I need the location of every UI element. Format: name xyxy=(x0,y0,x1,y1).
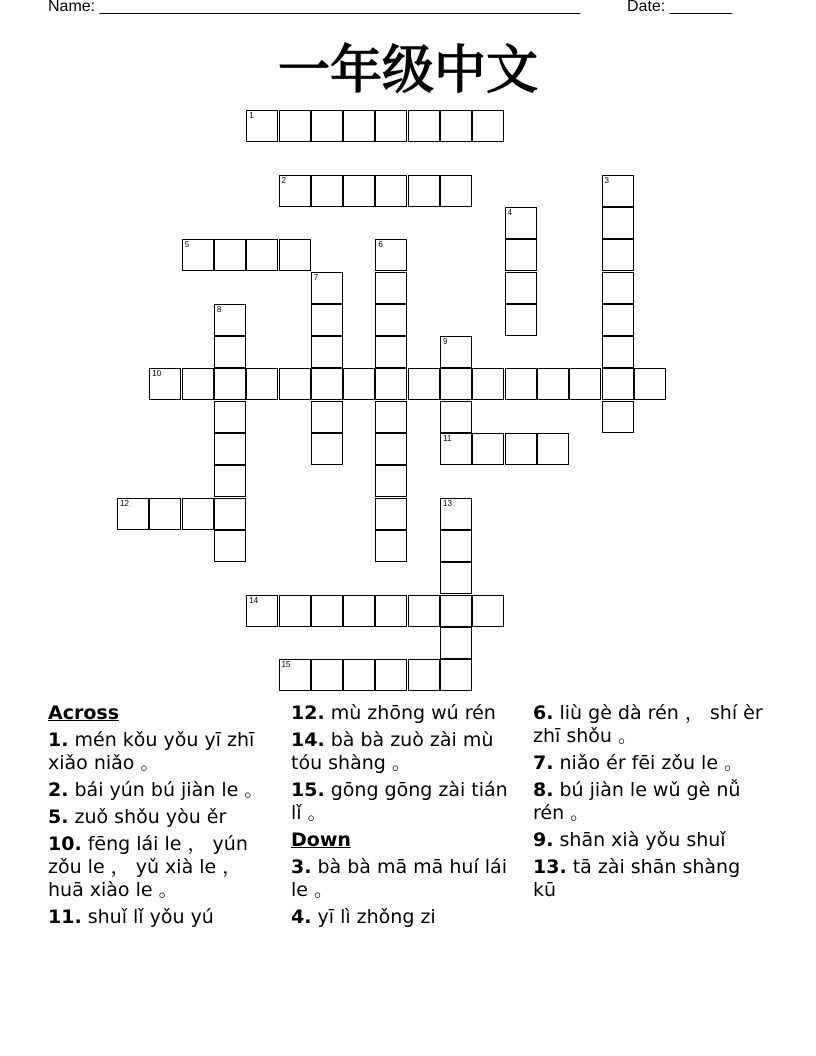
grid-cell[interactable] xyxy=(505,207,537,239)
clue-number: 10 xyxy=(152,369,162,379)
grid-cell[interactable] xyxy=(408,368,440,400)
grid-cell[interactable] xyxy=(246,595,278,627)
clue-number: 4 xyxy=(507,207,513,217)
grid-cell[interactable] xyxy=(343,659,375,691)
grid-cell[interactable] xyxy=(246,110,278,142)
clue-number-label: 8. xyxy=(533,779,554,801)
clue-text: mù zhōng wú rén xyxy=(330,702,496,724)
grid-cell[interactable] xyxy=(311,433,343,465)
clue-number-label: 12. xyxy=(291,702,325,724)
grid-cell[interactable] xyxy=(279,239,311,271)
grid-cell[interactable] xyxy=(279,659,311,691)
grid-cell[interactable] xyxy=(440,627,472,659)
date-line: Date: _______ xyxy=(627,0,732,15)
name-line: Name: ______________________________________________________ xyxy=(48,0,581,15)
grid-cell[interactable] xyxy=(279,175,311,207)
clue-number: 3 xyxy=(604,175,609,185)
grid-cell[interactable] xyxy=(472,595,504,627)
grid-cell[interactable] xyxy=(279,595,311,627)
clue-item xyxy=(533,779,765,825)
clue-item xyxy=(291,856,523,902)
clue-number-label: 15. xyxy=(291,779,325,801)
grid-cell[interactable] xyxy=(440,595,472,627)
grid-cell[interactable] xyxy=(182,239,214,271)
grid-cell[interactable] xyxy=(149,498,181,530)
clue-number-label: 10. xyxy=(48,833,82,855)
grid-cell[interactable] xyxy=(472,368,504,400)
clue-number-label: 4. xyxy=(291,906,312,928)
clue-number: 9 xyxy=(443,337,448,347)
grid-cell[interactable] xyxy=(214,304,246,336)
grid-cell[interactable] xyxy=(375,659,407,691)
clue-column-1 xyxy=(48,702,280,933)
grid-cell[interactable] xyxy=(537,368,569,400)
clue-text: bú jiàn le wǔ gè nǚ rén 。 xyxy=(533,779,741,824)
clue-number-label: 6. xyxy=(533,702,554,724)
clue-text: zuǒ shǒu yòu ěr xyxy=(74,806,227,828)
grid-cell[interactable] xyxy=(375,239,407,271)
grid-cell[interactable] xyxy=(375,368,407,400)
grid-cell[interactable] xyxy=(440,530,472,562)
clue-number: 2 xyxy=(281,175,286,185)
clue-item xyxy=(291,779,523,825)
grid-cell[interactable] xyxy=(505,304,537,336)
grid-cell[interactable] xyxy=(214,433,246,465)
clue-item xyxy=(48,833,280,902)
grid-cell[interactable] xyxy=(505,433,537,465)
clue-item xyxy=(533,856,765,902)
clue-column-2 xyxy=(291,702,523,933)
grid-cell[interactable] xyxy=(505,239,537,271)
clue-number-label: 11. xyxy=(48,906,82,928)
clue-number-label: 5. xyxy=(48,806,69,828)
section-heading: Across xyxy=(48,702,120,724)
grid-cell[interactable] xyxy=(602,175,634,207)
grid-cell[interactable] xyxy=(472,433,504,465)
clue-item xyxy=(291,702,523,725)
clue-text: bà bà mā mā huí lái le 。 xyxy=(291,856,507,901)
clue-item xyxy=(291,906,523,929)
clue-number: 5 xyxy=(184,240,190,250)
grid-cell[interactable] xyxy=(311,304,343,336)
clue-item xyxy=(48,779,280,802)
grid-cell[interactable] xyxy=(440,175,472,207)
grid-cell[interactable] xyxy=(408,659,440,691)
clue-item xyxy=(48,806,280,829)
grid-cell[interactable] xyxy=(214,465,246,497)
clue-number-label: 9. xyxy=(533,829,554,851)
grid-cell[interactable] xyxy=(246,368,278,400)
grid-cell[interactable] xyxy=(602,272,634,304)
clue-number-label: 3. xyxy=(291,856,312,878)
grid-cell[interactable] xyxy=(246,239,278,271)
grid-cell[interactable] xyxy=(311,175,343,207)
grid-cell[interactable] xyxy=(472,110,504,142)
grid-cell[interactable] xyxy=(537,433,569,465)
clue-item xyxy=(533,752,765,775)
clue-number: 15 xyxy=(281,660,291,670)
grid-cell[interactable] xyxy=(602,304,634,336)
grid-cell[interactable] xyxy=(279,368,311,400)
grid-cell[interactable] xyxy=(602,239,634,271)
clue-text: fēng lái le ， yún zǒu le ， yǔ xià le ， huā xiào le 。 xyxy=(48,833,248,901)
grid-cell[interactable] xyxy=(214,498,246,530)
grid-cell[interactable] xyxy=(440,498,472,530)
grid-cell[interactable] xyxy=(408,110,440,142)
grid-cell[interactable] xyxy=(214,401,246,433)
grid-cell[interactable] xyxy=(343,175,375,207)
grid-cell[interactable] xyxy=(440,401,472,433)
grid-cell[interactable] xyxy=(602,368,634,400)
grid-cell[interactable] xyxy=(440,659,472,691)
clue-text: yī lì zhǒng zi xyxy=(317,906,436,928)
grid-cell[interactable] xyxy=(214,239,246,271)
clue-text: bái yún bú jiàn le 。 xyxy=(74,779,264,801)
grid-cell[interactable] xyxy=(214,530,246,562)
grid-cell[interactable] xyxy=(602,336,634,368)
grid-cell[interactable] xyxy=(440,433,472,465)
grid-cell[interactable] xyxy=(375,401,407,433)
grid-cell[interactable] xyxy=(440,562,472,594)
clue-text: mén kǒu yǒu yī zhī xiǎo niǎo 。 xyxy=(48,729,255,774)
clue-number: 6 xyxy=(378,240,383,250)
clue-number: 13 xyxy=(443,498,452,508)
grid-cell[interactable] xyxy=(408,595,440,627)
clue-item xyxy=(291,729,523,775)
grid-cell[interactable] xyxy=(602,207,634,239)
grid-cell[interactable] xyxy=(634,368,666,400)
grid-cell[interactable] xyxy=(182,498,214,530)
grid-cell[interactable] xyxy=(375,272,407,304)
grid-cell[interactable] xyxy=(311,595,343,627)
grid-cell[interactable] xyxy=(375,175,407,207)
clue-number: 8 xyxy=(216,304,222,314)
clue-item xyxy=(533,702,765,748)
clue-text: tā zài shān shàng kū xyxy=(533,856,741,901)
clue-number-label: 2. xyxy=(48,779,69,801)
grid-cell[interactable] xyxy=(505,272,537,304)
grid-cell[interactable] xyxy=(440,336,472,368)
grid-cell[interactable] xyxy=(311,368,343,400)
grid-cell[interactable] xyxy=(602,401,634,433)
clue-item xyxy=(48,729,280,775)
clue-text: niǎo ér fēi zǒu le 。 xyxy=(559,752,744,774)
grid-cell[interactable] xyxy=(311,336,343,368)
clue-number: 14 xyxy=(249,595,259,605)
page-title: 一年级中文 xyxy=(277,41,538,101)
clue-item xyxy=(533,829,765,852)
grid-cell[interactable] xyxy=(505,368,537,400)
grid-cell[interactable] xyxy=(311,401,343,433)
clue-column-3 xyxy=(533,702,765,906)
clue-number-label: 14. xyxy=(291,729,325,751)
grid-cell[interactable] xyxy=(375,110,407,142)
clue-text: shuǐ lǐ yǒu yú xyxy=(87,906,214,928)
grid-cell[interactable] xyxy=(343,110,375,142)
grid-cell[interactable] xyxy=(149,368,181,400)
grid-cell[interactable] xyxy=(375,595,407,627)
clue-number-label: 7. xyxy=(533,752,554,774)
grid-cell[interactable] xyxy=(343,595,375,627)
clue-number: 12 xyxy=(120,498,129,508)
clue-number: 11 xyxy=(443,434,452,443)
grid-cell[interactable] xyxy=(117,498,149,530)
clue-number: 1 xyxy=(249,111,254,120)
grid-cell[interactable] xyxy=(375,336,407,368)
grid-cell[interactable] xyxy=(214,336,246,368)
grid-cell[interactable] xyxy=(569,368,601,400)
grid-cell[interactable] xyxy=(311,272,343,304)
section-heading: Down xyxy=(291,829,351,851)
grid-cell[interactable] xyxy=(375,433,407,465)
grid-cell[interactable] xyxy=(311,659,343,691)
grid-cell[interactable] xyxy=(214,368,246,400)
grid-cell[interactable] xyxy=(182,368,214,400)
clue-number-label: 13. xyxy=(533,856,567,878)
grid-cell[interactable] xyxy=(279,110,311,142)
grid-cell[interactable] xyxy=(440,110,472,142)
grid-cell[interactable] xyxy=(375,530,407,562)
clue-text: liù gè dà rén ， shí èr zhī shǒu 。 xyxy=(533,702,763,747)
clue-text: shān xià yǒu shuǐ xyxy=(559,829,726,851)
clue-number: 7 xyxy=(313,272,319,282)
grid-cell[interactable] xyxy=(440,368,472,400)
clue-text: bà bà zuò zài mù tóu shàng 。 xyxy=(291,729,494,774)
grid-cell[interactable] xyxy=(343,368,375,400)
grid-cell[interactable] xyxy=(375,465,407,497)
clue-number-label: 1. xyxy=(48,729,69,751)
grid-cell[interactable] xyxy=(311,110,343,142)
clue-text: gōng gōng zài tián lǐ 。 xyxy=(291,779,508,824)
grid-cell[interactable] xyxy=(375,498,407,530)
clue-item xyxy=(48,906,280,929)
grid-cell[interactable] xyxy=(375,304,407,336)
grid-cell[interactable] xyxy=(408,175,440,207)
